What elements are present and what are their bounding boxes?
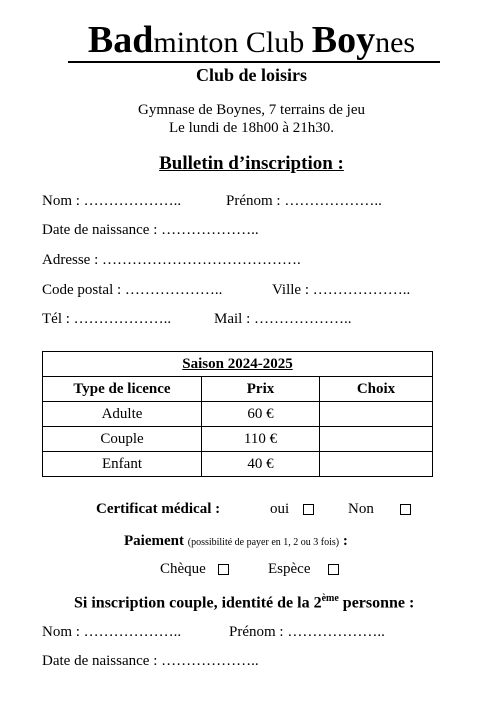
title-bad: Bad xyxy=(87,19,154,61)
title-nes: nes xyxy=(375,26,416,59)
couple-heading xyxy=(74,593,414,612)
type-cell: Adulte xyxy=(43,402,202,427)
header-row xyxy=(43,377,433,402)
cheque-option[interactable] xyxy=(160,561,229,578)
naissance2-field: Date de naissance : ……………….. xyxy=(42,653,259,669)
ville-field: Ville : ……………….. xyxy=(272,282,411,298)
certificat-label: Certificat médical : xyxy=(96,501,221,517)
table-row xyxy=(43,427,433,452)
club-title xyxy=(0,20,503,63)
nom2-field: Nom : ……………….. xyxy=(42,624,182,640)
cheque-checkbox[interactable] xyxy=(218,564,229,575)
table-row xyxy=(43,452,433,477)
type-cell: Couple xyxy=(43,427,202,452)
title-boy: Boy xyxy=(311,19,376,61)
couple-heading-end: personne : xyxy=(338,594,415,612)
title-minton: minton Club xyxy=(153,26,312,59)
prenom-field: Prénom : ……………….. xyxy=(226,193,382,209)
price-cell: 60 € xyxy=(202,402,320,427)
paiement-note: (possibilité de payer en 1, 2 ou 3 fois) xyxy=(187,537,340,548)
non-label: Non xyxy=(348,501,374,517)
choix-cell[interactable] xyxy=(320,402,433,427)
paiement-line xyxy=(124,533,348,550)
oui-label: oui xyxy=(270,501,290,517)
season-cell: Saison 2024-2025 xyxy=(43,352,433,377)
venue-info: Gymnase de Boynes, 7 terrains de jeu xyxy=(137,102,366,118)
adresse-field: Adresse : …………………………………. xyxy=(42,252,301,268)
non-checkbox[interactable] xyxy=(400,504,411,515)
tel-field: Tél : ……………….. xyxy=(42,311,172,327)
price-cell: 110 € xyxy=(202,427,320,452)
licence-table xyxy=(42,351,433,477)
table-row xyxy=(43,402,433,427)
espece-option[interactable] xyxy=(268,561,339,578)
non-option[interactable] xyxy=(348,501,411,518)
prenom2-field: Prénom : ……………….. xyxy=(229,624,385,640)
type-cell: Enfant xyxy=(43,452,202,477)
choix-cell[interactable] xyxy=(320,427,433,452)
header-type: Type de licence xyxy=(43,377,202,402)
title-underline xyxy=(68,61,440,63)
cheque-label: Chèque xyxy=(160,561,206,577)
paiement-colon: : xyxy=(342,533,348,549)
header-prix: Prix xyxy=(202,377,320,402)
price-cell: 40 € xyxy=(202,452,320,477)
nom-field: Nom : ……………….. xyxy=(42,193,182,209)
oui-option[interactable] xyxy=(270,501,314,518)
choix-cell[interactable] xyxy=(320,452,433,477)
couple-heading-text: Si inscription couple, identité de la 2 xyxy=(74,594,322,612)
season-row xyxy=(43,352,433,377)
espece-checkbox[interactable] xyxy=(328,564,339,575)
naissance-field: Date de naissance : ……………….. xyxy=(42,222,259,238)
espece-label: Espèce xyxy=(268,561,311,577)
bulletin-heading: Bulletin d’inscription : xyxy=(159,153,344,174)
header-choix: Choix xyxy=(320,377,433,402)
couple-heading-sup: ème xyxy=(321,593,339,604)
mail-field: Mail : ……………….. xyxy=(214,311,352,327)
oui-checkbox[interactable] xyxy=(303,504,314,515)
schedule-info: Le lundi de 18h00 à 21h30. xyxy=(169,120,334,136)
paiement-label: Paiement xyxy=(124,533,184,549)
code-postal-field: Code postal : ……………….. xyxy=(42,282,223,298)
club-subtitle: Club de loisirs xyxy=(195,65,308,85)
